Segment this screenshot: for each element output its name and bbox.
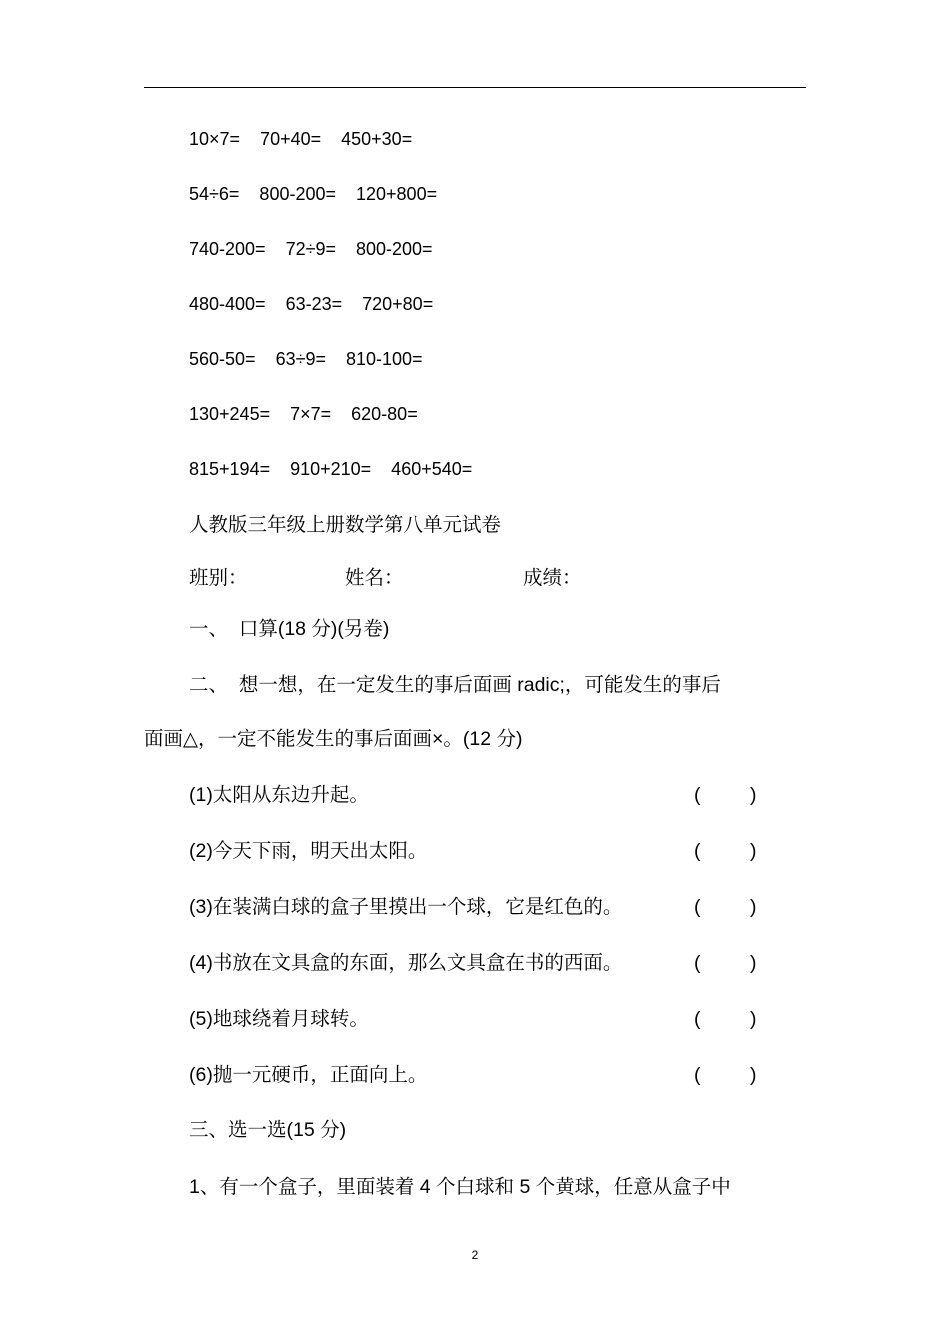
calc-line-5: 560-50= 63÷9= 810-100= [189, 349, 423, 369]
answer-paren-open: ( [694, 840, 701, 862]
calc-line-3: 740-200= 72÷9= 800-200= [189, 239, 433, 259]
section-3-heading: 三、选一选(15 分) [189, 1119, 347, 1141]
score-label: 成绩： [523, 567, 582, 589]
name-label: 姓名： [345, 567, 404, 589]
calc-line-7: 815+194= 910+210= 460+540= [189, 459, 473, 479]
answer-paren-open: ( [694, 1008, 701, 1030]
section-1-heading: 一、 口算(18 分)(另卷) [189, 618, 390, 640]
calc-line-4: 480-400= 63-23= 720+80= [189, 294, 434, 314]
question-6: (6)抛一元硬币，正面向上。 [189, 1064, 428, 1086]
answer-paren-close: ) [750, 952, 757, 974]
question-1: (1)太阳从东边升起。 [189, 784, 369, 806]
question-2: (2)今天下雨，明天出太阳。 [189, 840, 428, 862]
class-label: 班别： [189, 567, 248, 589]
question-4: (4)书放在文具盒的东面，那么文具盒在书的西面。 [189, 952, 623, 974]
section-2-line-1: 二、 想一想，在一定发生的事后面画 radic;，可能发生的事后 [189, 674, 721, 696]
calc-line-2: 54÷6= 800-200= 120+800= [189, 184, 438, 204]
answer-paren-open: ( [694, 1064, 701, 1086]
answer-paren-close: ) [750, 784, 757, 806]
question-5: (5)地球绕着月球转。 [189, 1008, 369, 1030]
calc-line-1: 10×7= 70+40= 450+30= [189, 129, 413, 149]
question-3-1: 1、有一个盒子，里面装着 4 个白球和 5 个黄球，任意从盒子中 [189, 1176, 731, 1198]
calc-line-6: 130+245= 7×7= 620-80= [189, 404, 418, 424]
answer-paren-close: ) [750, 840, 757, 862]
section-2-line-2: 面画△，一定不能发生的事后面画×。(12 分) [144, 728, 523, 750]
answer-paren-close: ) [750, 1008, 757, 1030]
header-rule [144, 87, 806, 88]
exam-title: 人教版三年级上册数学第八单元试卷 [189, 514, 502, 536]
page-number: 2 [471, 1248, 479, 1262]
question-3: (3)在装满白球的盒子里摸出一个球，它是红色的。 [189, 896, 623, 918]
answer-paren-close: ) [750, 896, 757, 918]
answer-paren-open: ( [694, 896, 701, 918]
answer-paren-close: ) [750, 1064, 757, 1086]
answer-paren-open: ( [694, 784, 701, 806]
answer-paren-open: ( [694, 952, 701, 974]
